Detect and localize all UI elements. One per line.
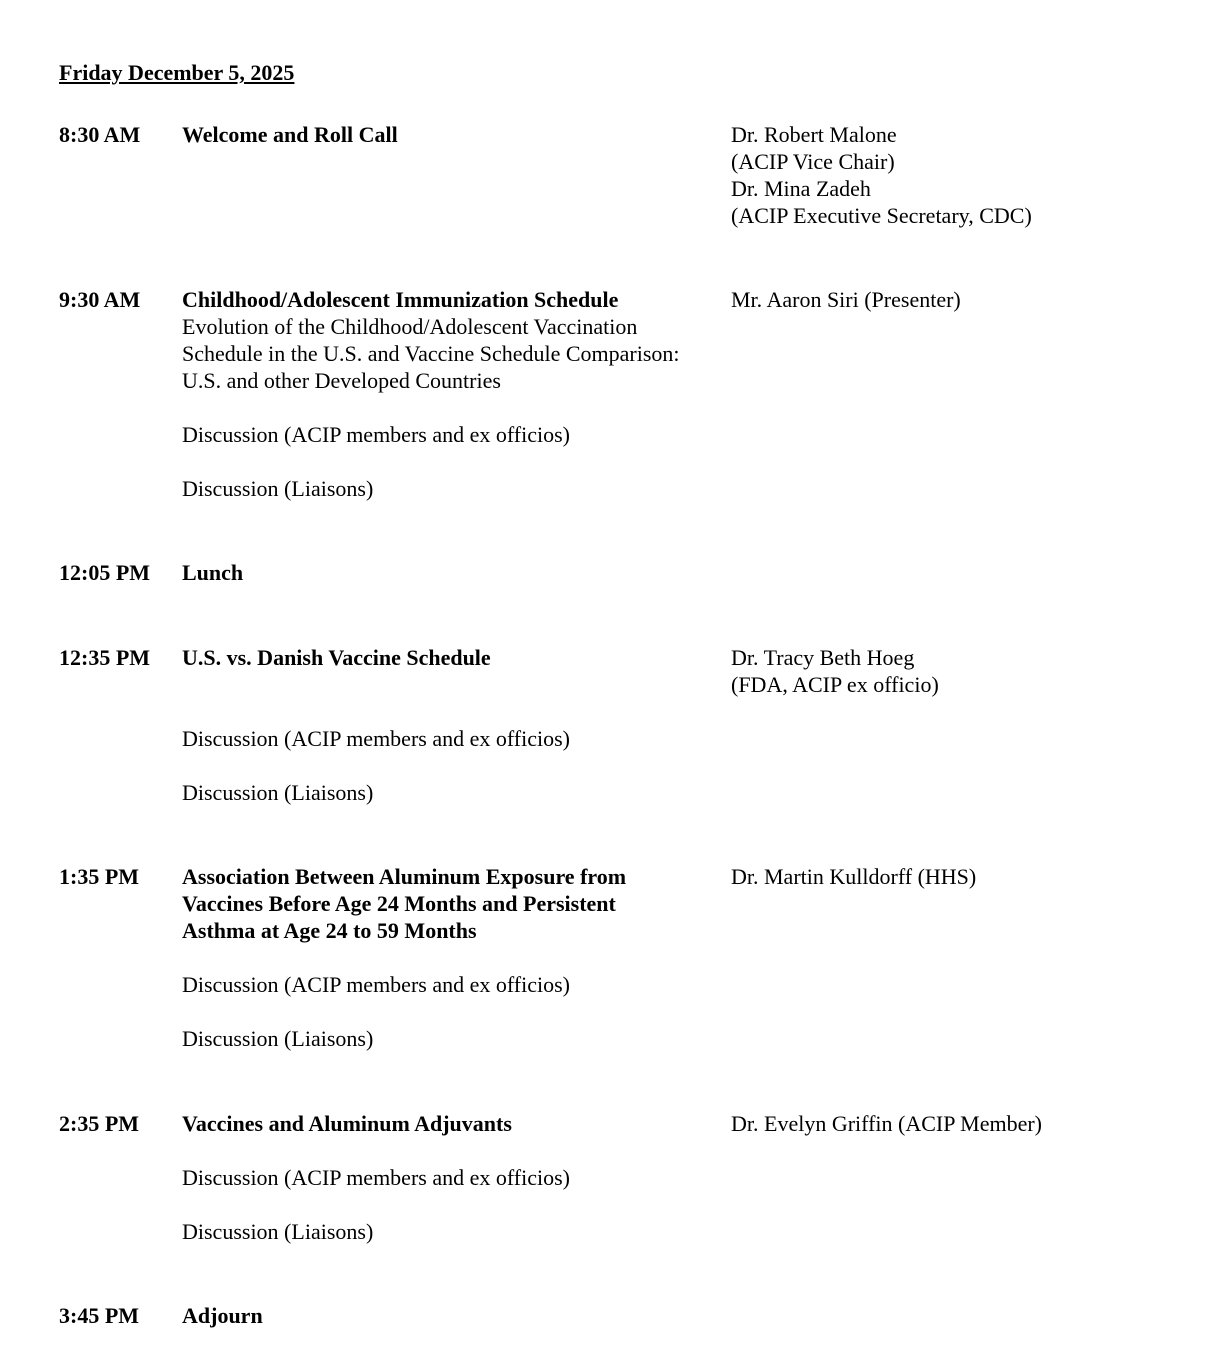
discussion-members: Discussion (ACIP members and ex officios) <box>182 972 570 997</box>
agenda-topic <box>182 863 722 1052</box>
presenter-line: (FDA, ACIP ex officio) <box>731 672 939 697</box>
agenda-time: 2:35 PM <box>59 1111 140 1136</box>
agenda-time: 9:30 AM <box>59 287 141 312</box>
agenda-title: Lunch <box>182 560 244 585</box>
agenda-presenter <box>731 644 1201 698</box>
presenter-line: Mr. Aaron Siri (Presenter) <box>731 287 961 312</box>
presenter-line: (ACIP Vice Chair) <box>731 149 895 174</box>
discussion-liaisons: Discussion (Liaisons) <box>182 476 374 501</box>
agenda-time: 12:05 PM <box>59 560 151 585</box>
agenda-presenter <box>731 863 1201 890</box>
agenda-topic <box>182 286 722 502</box>
agenda-presenter <box>731 286 1201 313</box>
discussion-liaisons: Discussion (Liaisons) <box>182 1026 374 1051</box>
agenda-title: U.S. vs. Danish Vaccine Schedule <box>182 645 491 670</box>
agenda-title: Vaccines and Aluminum Adjuvants <box>182 1111 512 1136</box>
agenda-topic <box>182 559 722 586</box>
discussion-members: Discussion (ACIP members and ex officios) <box>182 1165 570 1190</box>
agenda-time: 8:30 AM <box>59 122 141 147</box>
agenda-time: 12:35 PM <box>59 645 151 670</box>
agenda-presenter <box>731 1110 1201 1137</box>
agenda-date: Friday December 5, 2025 <box>59 60 295 85</box>
agenda-time: 1:35 PM <box>59 864 140 889</box>
agenda-title: Adjourn <box>182 1303 263 1328</box>
agenda-time: 3:45 PM <box>59 1303 140 1328</box>
discussion-members: Discussion (ACIP members and ex officios) <box>182 726 570 751</box>
presenter-line: Dr. Martin Kulldorff (HHS) <box>731 864 977 889</box>
agenda-title: Childhood/Adolescent Immunization Schedule <box>182 287 619 312</box>
agenda-topic <box>182 1302 722 1329</box>
agenda-title-line: Vaccines Before Age 24 Months and Persistent <box>182 891 616 916</box>
agenda-description-line: Evolution of the Childhood/Adolescent Vaccination <box>182 314 638 339</box>
agenda-topic <box>182 121 722 148</box>
presenter-line: Dr. Evelyn Griffin (ACIP Member) <box>731 1111 1042 1136</box>
agenda-description-line: Schedule in the U.S. and Vaccine Schedule Comparison: <box>182 341 680 366</box>
agenda-title-line: Asthma at Age 24 to 59 Months <box>182 918 477 943</box>
discussion-liaisons: Discussion (Liaisons) <box>182 1219 374 1244</box>
presenter-line: Dr. Mina Zadeh <box>731 176 871 201</box>
agenda-topic <box>182 1110 722 1245</box>
agenda-description-line: U.S. and other Developed Countries <box>182 368 501 393</box>
presenter-line: Dr. Robert Malone <box>731 122 897 147</box>
agenda-title-line: Association Between Aluminum Exposure from <box>182 864 627 889</box>
presenter-line: (ACIP Executive Secretary, CDC) <box>731 203 1032 228</box>
agenda-title: Welcome and Roll Call <box>182 122 398 147</box>
discussion-liaisons: Discussion (Liaisons) <box>182 780 374 805</box>
agenda-presenter <box>731 121 1201 229</box>
agenda-topic <box>182 644 722 806</box>
presenter-line: Dr. Tracy Beth Hoeg <box>731 645 915 670</box>
discussion-members: Discussion (ACIP members and ex officios) <box>182 422 570 447</box>
